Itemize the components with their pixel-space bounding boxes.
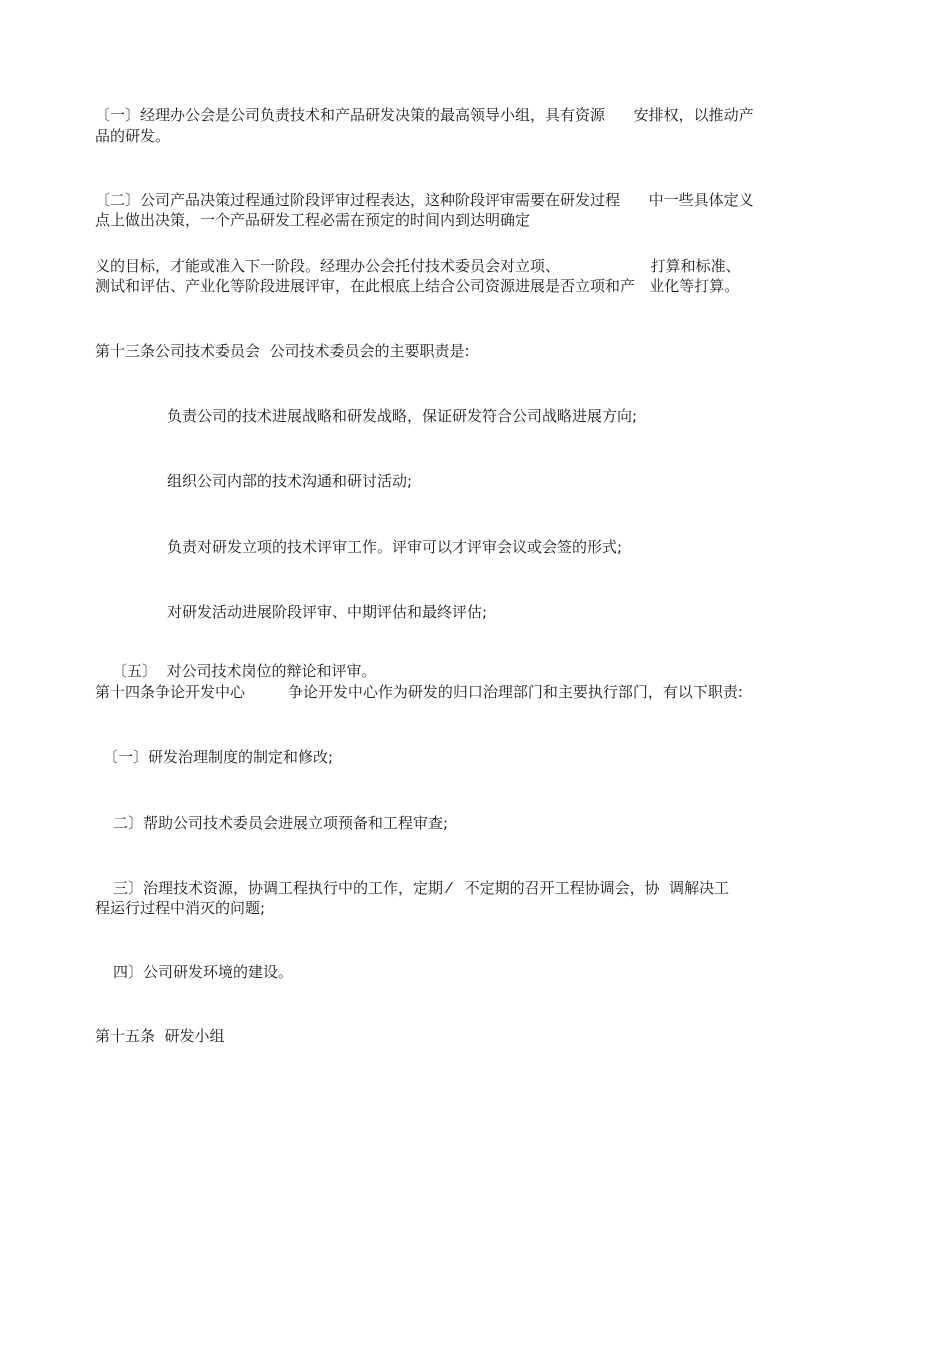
paragraph-3-line-1: 义的目标，才能或准入下一阶段。经理办公会托付技术委员会对立项、 打算和标准、 xyxy=(95,257,741,275)
paragraph-3-line-2: 测试和评估、产业化等阶段进展评审，在此根底上结合公司资源进展是否立项和产 业化等打算。 xyxy=(95,277,740,295)
article-13-item-1: 负责公司的技术进展战略和研发战略，保证研发符合公司战略进展方向; xyxy=(167,407,638,425)
article-15-heading: 第十五条 研发小组 xyxy=(95,1027,225,1045)
paragraph-1-line-2: 品的研发。 xyxy=(95,127,171,145)
article-13-item-2: 组织公司内部的技术沟通和研讨活动; xyxy=(167,472,413,490)
article-14-item-3-line-1: 三〕治理技术资源，协调工程执行中的工作，定期 ⁄ 不定期的召开工程协调会，协 调解决工 xyxy=(113,879,730,897)
article-14-item-4: 四〕公司研发环境的建设。 xyxy=(113,963,294,981)
article-13-heading: 第十三条公司技术委员会 公司技术委员会的主要职责是: xyxy=(95,342,470,360)
article-13-item-5: 〔五〕 对公司技术岗位的辩论和评审。 xyxy=(112,662,377,680)
article-14-item-1: 〔一〕研发治理制度的制定和修改; xyxy=(103,748,334,766)
paragraph-1-line-1: 〔一〕经理办公会是公司负责技术和产品研发决策的最高领导小组，具有资源 安排权，以推动产 xyxy=(95,106,754,124)
paragraph-2-line-1: 〔二〕公司产品决策过程通过阶段评审过程表达，这种阶段评审需要在研发过程 中一些具体定义 xyxy=(95,191,754,209)
article-13-item-3: 负责对研发立项的技术评审工作。评审可以才评审会议或会签的形式; xyxy=(167,538,623,556)
article-13-item-4: 对研发活动进展阶段评审、中期评估和最终评估; xyxy=(167,603,488,621)
article-14-item-3-line-2: 程运行过程中消灭的问题; xyxy=(95,899,266,917)
article-14-heading: 第十四条争论开发中心 争论开发中心作为研发的归口治理部门和主要执行部门，有以下职责: xyxy=(95,683,743,701)
paragraph-2-line-2: 点上做出决策，一个产品研发工程必需在预定的时间内到达明确定 xyxy=(95,211,531,229)
article-14-item-2: 二〕帮助公司技术委员会进展立项预备和工程审查; xyxy=(113,814,449,832)
